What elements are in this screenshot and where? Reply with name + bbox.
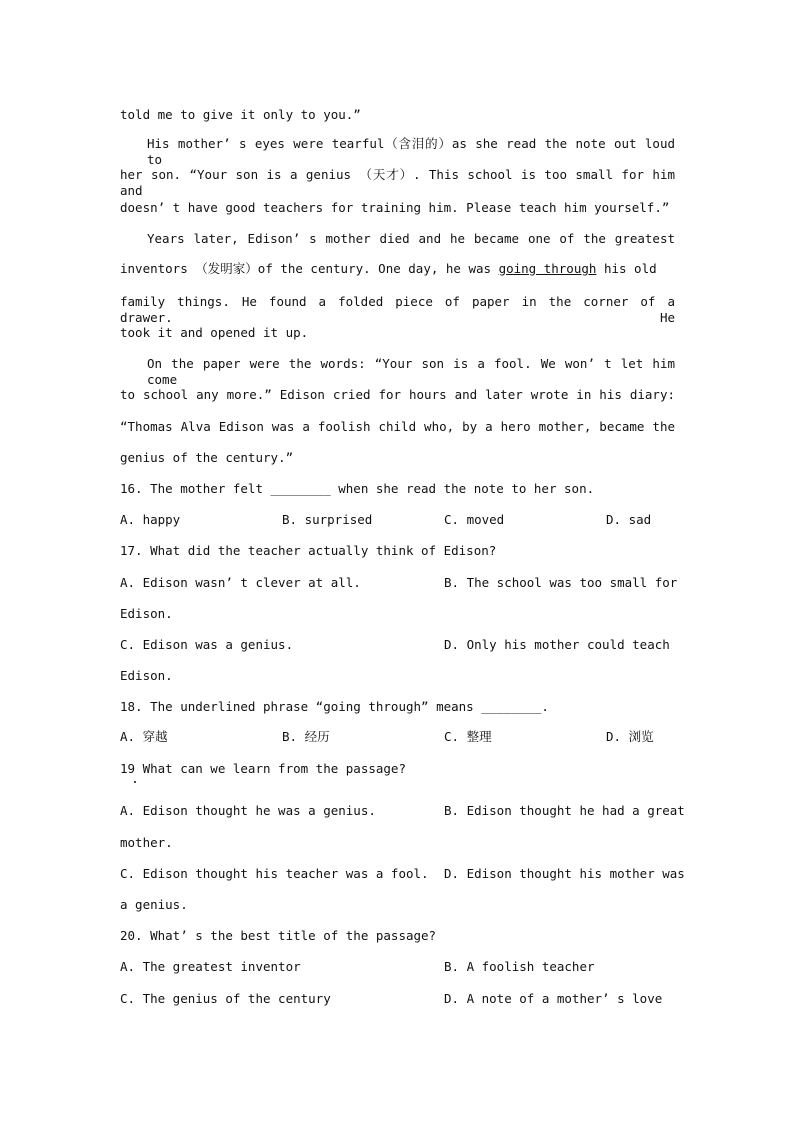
option-a: A. 穿越 <box>120 729 168 744</box>
underlined-phrase: going through <box>498 261 597 276</box>
option-b-continued: Edison. <box>120 606 173 621</box>
option-d-continued: Edison. <box>120 668 173 683</box>
option-b: B. A foolish teacher <box>444 959 595 974</box>
passage-line: Years later, Edison’ s mother died and he became one of the greatest <box>147 231 675 246</box>
option-d: D. Only his mother could teach <box>444 637 670 652</box>
passage-line: to school any more.” Edison cried for hours and later wrote in his diary: <box>120 387 675 402</box>
passage-text: his old <box>596 261 657 276</box>
passage-line: family things. He found a folded piece of paper in the corner of a drawer. He <box>120 294 675 325</box>
option-d: D. 浏览 <box>606 729 654 744</box>
option-b: B. 经历 <box>282 729 330 744</box>
passage-line: On the paper were the words: “Your son is a fool. We won’ t let him come <box>147 356 675 387</box>
option-d: D. sad <box>606 512 652 527</box>
option-c: C. 整理 <box>444 729 492 744</box>
question-stem: 16. The mother felt ________ when she read the note to her son. <box>120 481 595 496</box>
option-c: C. The genius of the century <box>120 991 331 1006</box>
question-stem: 17. What did the teacher actually think of Edison? <box>120 543 497 558</box>
option-b: B. surprised <box>282 512 373 527</box>
passage-line: “Thomas Alva Edison was a foolish child who, by a hero mother, became the <box>120 419 675 434</box>
option-d-continued: a genius. <box>120 897 188 912</box>
option-d: D. A note of a mother’ s love <box>444 991 663 1006</box>
option-b-continued: mother. <box>120 835 173 850</box>
stray-dot-mark <box>134 781 136 783</box>
option-a: A. The greatest inventor <box>120 959 301 974</box>
question-stem: 20. What’ s the best title of the passage? <box>120 928 437 943</box>
option-b: B. Edison thought he had a great <box>444 803 685 818</box>
passage-line: her son. “Your son is a genius （天才）. This school is too small for him and <box>120 167 675 198</box>
passage-line: doesn’ t have good teachers for training him. Please teach him yourself.” <box>120 200 670 215</box>
option-c: C. moved <box>444 512 505 527</box>
question-stem: 19 What can we learn from the passage? <box>120 761 406 776</box>
passage-line: told me to give it only to you.” <box>120 107 361 122</box>
option-c: C. Edison was a genius. <box>120 637 294 652</box>
option-c: C. Edison thought his teacher was a fool. <box>120 866 429 881</box>
option-a: A. Edison wasn’ t clever at all. <box>120 575 361 590</box>
question-stem: 18. The underlined phrase “going through” means ________. <box>120 699 549 714</box>
passage-line: took it and opened it up. <box>120 325 309 340</box>
passage-text: inventors （发明家）of the century. One day, he was <box>120 261 499 276</box>
option-a: A. happy <box>120 512 181 527</box>
option-a: A. Edison thought he was a genius. <box>120 803 376 818</box>
passage-line: genius of the century.” <box>120 450 294 465</box>
option-b: B. The school was too small for <box>444 575 678 590</box>
passage-line: His mother’ s eyes were tearful（含泪的）as she read the note out loud to <box>147 136 675 167</box>
option-d: D. Edison thought his mother was <box>444 866 685 881</box>
passage-line <box>120 261 675 277</box>
